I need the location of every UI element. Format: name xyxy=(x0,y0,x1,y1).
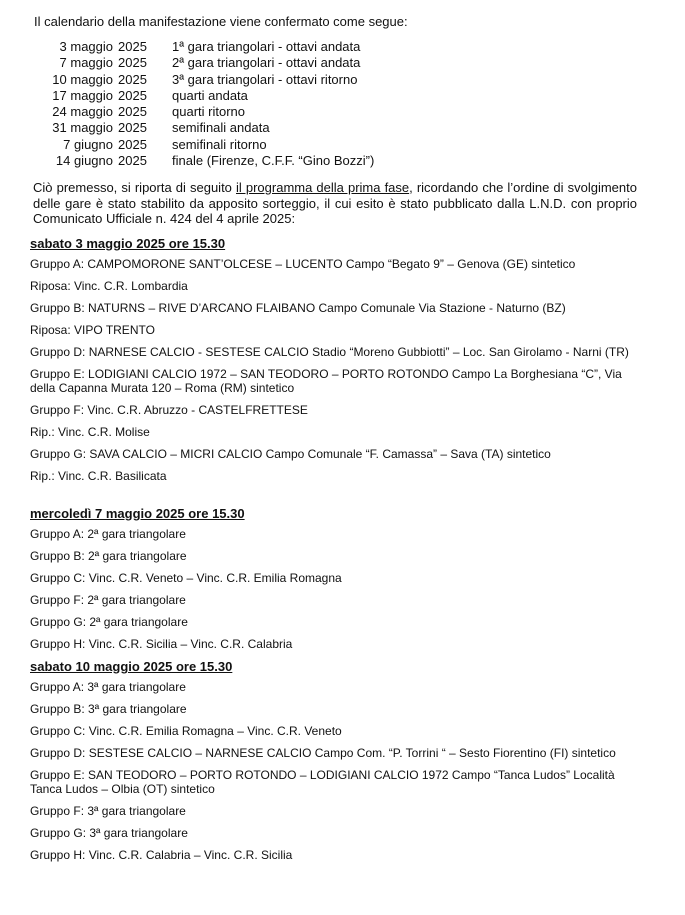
calendar-year: 2025 xyxy=(118,136,147,152)
calendar-desc: 3ª gara triangolari - ottavi ritorno xyxy=(172,71,358,87)
schedule-item: Gruppo G: 2ª gara triangolare xyxy=(30,615,188,629)
calendar-desc: quarti andata xyxy=(172,87,248,103)
calendar-year: 2025 xyxy=(118,153,147,169)
schedule-item: Gruppo D: SESTESE CALCIO – NARNESE CALCIO Campo Com. “P. Torrini “ – Sesto Fiorentino (FI) sintetico xyxy=(30,746,616,760)
schedule-item: Gruppo C: Vinc. C.R. Veneto – Vinc. C.R. Emilia Romagna xyxy=(30,571,342,585)
schedule-item: Gruppo G: SAVA CALCIO – MICRI CALCIO Campo Comunale “F. Camassa” – Sava (TA) sintetico xyxy=(30,447,551,461)
calendar-day: 7 xyxy=(59,55,67,71)
schedule-item: Riposa: VIPO TRENTO xyxy=(30,323,155,337)
calendar-year: 2025 xyxy=(118,55,147,71)
calendar-month: maggio xyxy=(70,104,113,120)
schedule-item: Gruppo G: 3ª gara triangolare xyxy=(30,826,188,840)
section-heading: sabato 3 maggio 2025 ore 15.30 xyxy=(30,236,226,251)
calendar-desc: quarti ritorno xyxy=(172,104,245,120)
calendar-desc: semifinali ritorno xyxy=(172,136,267,152)
schedule-item: Rip.: Vinc. C.R. Molise xyxy=(30,425,150,439)
schedule-section xyxy=(30,506,650,651)
schedule-section xyxy=(30,659,650,862)
schedule-item: Gruppo F: 2ª gara triangolare xyxy=(30,593,186,607)
paragraph-text: , ricordando che l’ordine di svolgimento delle gare è stato stabilito da apposito sorteggio, il cui esito è stato pubblicato dalla L.N.D. con proprio Comunicato Ufficiale n. 424 del 4 aprile 2025: xyxy=(33,180,637,226)
schedule-item: Gruppo F: 3ª gara triangolare xyxy=(30,804,186,818)
schedule-item: Gruppo E: SAN TEODORO – PORTO ROTONDO – LODIGIANI CALCIO 1972 Campo “Tanca Ludos” Località Tanca Ludos – Olbia (OT) sintetico xyxy=(30,768,615,796)
calendar-date xyxy=(34,39,113,55)
schedule-item: Gruppo A: CAMPOMORONE SANT’OLCESE – LUCENTO Campo “Begato 9” – Genova (GE) sintetico xyxy=(30,257,576,271)
calendar-day: 31 xyxy=(52,120,67,136)
calendar-day: 3 xyxy=(59,39,67,54)
calendar-desc: finale (Firenze, C.F.F. “Gino Bozzi”) xyxy=(172,153,375,169)
calendar-desc: 2ª gara triangolari - ottavi andata xyxy=(172,55,361,71)
calendar-day: 10 xyxy=(52,71,67,87)
calendar-month: giugno xyxy=(73,153,113,169)
schedule-item: Gruppo C: Vinc. C.R. Emilia Romagna – Vinc. C.R. Veneto xyxy=(30,724,342,738)
calendar-month: maggio xyxy=(70,87,113,103)
calendar-month: giugno xyxy=(73,136,113,152)
schedule-item: Gruppo D: NARNESE CALCIO - SESTESE CALCIO Stadio “Moreno Gubbiotti” – Loc. San Girolamo - Narni (TR) xyxy=(30,345,629,359)
section-heading: sabato 10 maggio 2025 ore 15.30 xyxy=(30,659,233,674)
schedule-item: Gruppo B: 2ª gara triangolare xyxy=(30,549,187,563)
paragraph-underlined-text: il programma della prima fase xyxy=(236,180,410,195)
calendar-year: 2025 xyxy=(118,120,147,136)
schedule-item: Gruppo H: Vinc. C.R. Sicilia – Vinc. C.R. Calabria xyxy=(30,637,293,651)
calendar-date xyxy=(34,55,113,71)
intro-text: Il calendario della manifestazione viene confermato come segue: xyxy=(34,14,408,29)
section-heading: mercoledì 7 maggio 2025 ore 15.30 xyxy=(30,506,245,521)
schedule-item: Gruppo A: 2ª gara triangolare xyxy=(30,527,186,541)
calendar-day: 24 xyxy=(52,104,67,120)
calendar-date xyxy=(34,153,113,169)
schedule-section xyxy=(30,236,650,483)
calendar-year: 2025 xyxy=(118,39,147,54)
intro-paragraph xyxy=(33,180,637,227)
schedule-item: Gruppo F: Vinc. C.R. Abruzzo - CASTELFRETTESE xyxy=(30,403,308,417)
paragraph-text: Ciò premesso, si riporta di seguito xyxy=(33,180,236,195)
calendar-desc: 1ª gara triangolari - ottavi andata xyxy=(172,39,361,54)
calendar-day: 7 xyxy=(63,136,71,152)
calendar-year: 2025 xyxy=(118,104,147,120)
calendar-date xyxy=(34,104,113,120)
calendar-year: 2025 xyxy=(118,71,147,87)
calendar-month: maggio xyxy=(70,39,113,54)
schedule-item: Gruppo A: 3ª gara triangolare xyxy=(30,680,186,694)
calendar-date xyxy=(34,72,113,88)
calendar-date xyxy=(34,137,113,153)
schedule-item: Gruppo B: 3ª gara triangolare xyxy=(30,702,187,716)
calendar-date xyxy=(34,88,113,104)
calendar-month: maggio xyxy=(70,71,113,87)
schedule-item: Gruppo H: Vinc. C.R. Calabria – Vinc. C.R. Sicilia xyxy=(30,848,293,862)
calendar-month: maggio xyxy=(70,55,113,71)
calendar-year: 2025 xyxy=(118,87,147,103)
schedule-item: Rip.: Vinc. C.R. Basilicata xyxy=(30,469,167,483)
calendar-month: maggio xyxy=(70,120,113,136)
calendar-day: 14 xyxy=(55,153,71,169)
schedule-item: Gruppo B: NATURNS – RIVE D’ARCANO FLAIBANO Campo Comunale Via Stazione - Naturno (BZ) xyxy=(30,301,566,315)
schedule-item: Riposa: Vinc. C.R. Lombardia xyxy=(30,279,188,293)
calendar-desc: semifinali andata xyxy=(172,120,270,136)
calendar-day: 17 xyxy=(52,87,67,103)
calendar-date xyxy=(34,120,113,136)
schedule-item: Gruppo E: LODIGIANI CALCIO 1972 – SAN TEODORO – PORTO ROTONDO Campo La Borghesiana “C”, Via della Capanna Murata 120 – Roma (RM) sintetico xyxy=(30,367,622,395)
